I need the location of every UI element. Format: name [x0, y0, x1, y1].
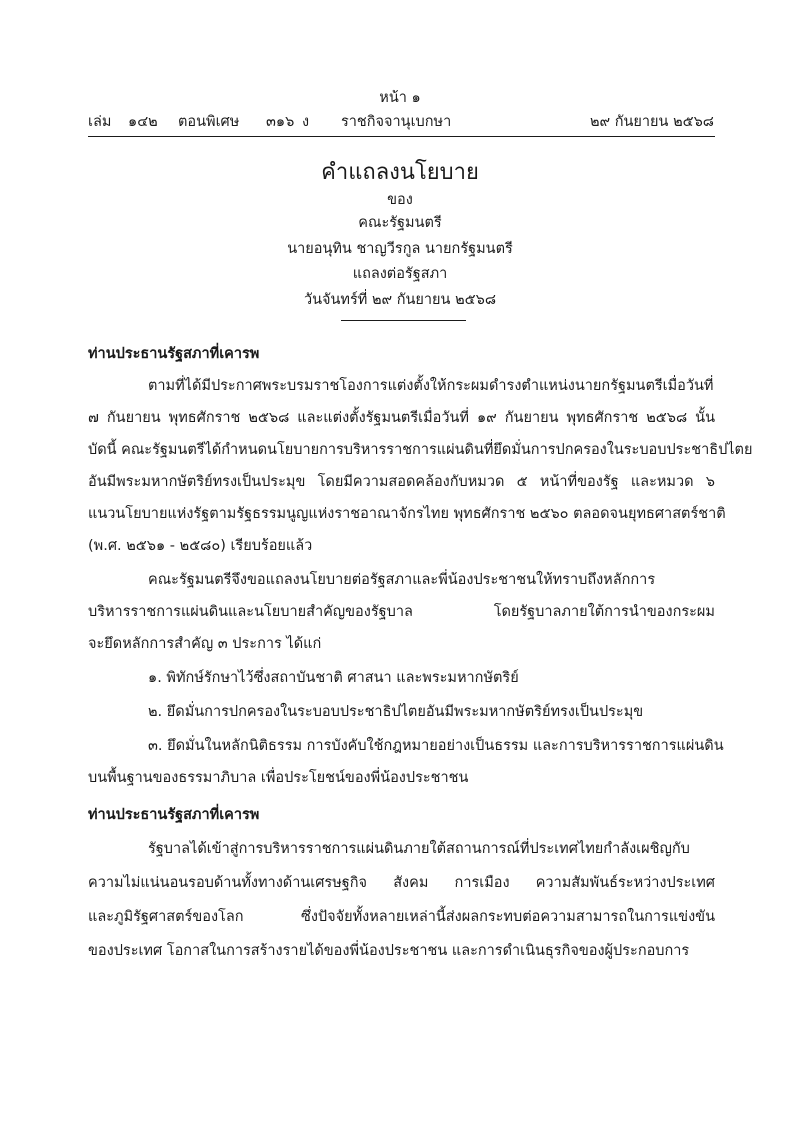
- list-item: ๓. ยึดมั่นในหลักนิติธรรม การบังคับใช้กฎหมายอย่างเป็นธรรม และการบริหารราชการแผ่นดิน: [148, 738, 724, 754]
- paragraph-line: บัดนี้ คณะรัฐมนตรีได้กำหนดนโยบายการบริหารราชการแผ่นดินที่ยึดมั่นการปกครองในระบอบประชาธิปไตย: [88, 442, 753, 458]
- paragraph-line: แนวนโยบายแห่งรัฐตามรัฐธรรมนูญแห่งราชอาณาจักรไทย พุทธศักราช ๒๕๖๐ ตลอดจนยุทธศาสตร์ชาติ: [88, 506, 726, 522]
- paragraph-line: รัฐบาลได้เข้าสู่การบริหารราชการแผ่นดินภายใต้สถานการณ์ที่ประเทศไทยกำลังเผชิญกับ: [148, 841, 690, 857]
- issue-label: ตอนพิเศษ: [178, 114, 240, 130]
- volume-label: เล่ม: [88, 114, 112, 130]
- paragraph-line: ความไม่แน่นอนรอบด้านทั้งทางด้านเศรษฐกิจ สังคม การเมือง ความสัมพันธ์ระหว่างประเทศ: [88, 875, 715, 891]
- paragraph-line: ๗ กันยายน พุทธศักราช ๒๕๖๘ และแต่งตั้งรัฐมนตรีเมื่อวันที่ ๑๙ กันยายน พุทธศักราช ๒๕๖๘ นั้น: [88, 410, 715, 426]
- header-divider: [88, 136, 715, 137]
- document-title: คำแถลงนโยบาย: [321, 160, 479, 185]
- paragraph-line: และภูมิรัฐศาสตร์ของโลก ซึ่งปัจจัยทั้งหลายเหล่านี้ส่งผลกระทบต่อความสามารถในการแข่งขัน: [88, 909, 715, 925]
- title-underline: [341, 320, 466, 321]
- salutation: ท่านประธานรัฐสภาที่เคารพ: [88, 807, 260, 823]
- gazette-header: [88, 110, 714, 132]
- gazette-name: ราชกิจจานุเบกษา: [341, 114, 452, 130]
- paragraph-line: คณะรัฐมนตรีจึงขอแถลงนโยบายต่อรัฐสภาและพี่น้องประชาชนให้ทราบถึงหลักการ: [148, 572, 656, 588]
- paragraph-line: ของประเทศ โอกาสในการสร้างรายได้ของพี่น้องประชาชน และการดำเนินธุรกิจของผู้ประกอบการ: [88, 943, 690, 959]
- volume-number: ๑๔๒: [128, 114, 158, 130]
- issue-letter: ง: [302, 114, 310, 130]
- page-number: หน้า ๑: [379, 90, 421, 106]
- paragraph-line: ตามที่ได้มีประกาศพระบรมราชโองการแต่งตั้งให้กระผมดำรงตำแหน่งนายกรัฐมนตรีเมื่อวันที่: [148, 378, 714, 394]
- list-item: ๒. ยึดมั่นการปกครองในระบอบประชาธิปไตยอันมีพระมหากษัตริย์ทรงเป็นประมุข: [148, 704, 644, 720]
- issue-number: ๓๑๖: [266, 114, 295, 130]
- list-item: ๑. พิทักษ์รักษาไว้ซึ่งสถาบันชาติ ศาสนา และพระมหากษัตริย์: [148, 670, 519, 686]
- title-line: ของ: [387, 192, 413, 208]
- paragraph-line: (พ.ศ. ๒๕๖๑ - ๒๕๘๐) เรียบร้อยแล้ว: [88, 538, 313, 554]
- salutation: ท่านประธานรัฐสภาที่เคารพ: [88, 346, 260, 362]
- paragraph-line: บริหารราชการแผ่นดินและนโยบายสำคัญของรัฐบาล โดยรัฐบาลภายใต้การนำของกระผม: [88, 604, 715, 620]
- title-line: นายอนุทิน ชาญวีรกูล นายกรัฐมนตรี: [287, 241, 513, 257]
- paragraph-line: อันมีพระมหากษัตริย์ทรงเป็นประมุข โดยมีความสอดคล้องกับหมวด ๕ หน้าที่ของรัฐ และหมวด ๖: [88, 474, 715, 490]
- list-item-continuation: บนพื้นฐานของธรรมาภิบาล เพื่อประโยชน์ของพี่น้องประชาชน: [88, 770, 469, 786]
- title-line: คณะรัฐมนตรี: [358, 215, 442, 231]
- paragraph-line: จะยึดหลักการสำคัญ ๓ ประการ ได้แก่: [88, 636, 322, 652]
- gazette-date: ๒๙ กันยายน ๒๕๖๘: [589, 114, 714, 130]
- title-line: แถลงต่อรัฐสภา: [352, 266, 448, 282]
- title-date: วันจันทร์ที่ ๒๙ กันยายน ๒๕๖๘: [303, 292, 497, 308]
